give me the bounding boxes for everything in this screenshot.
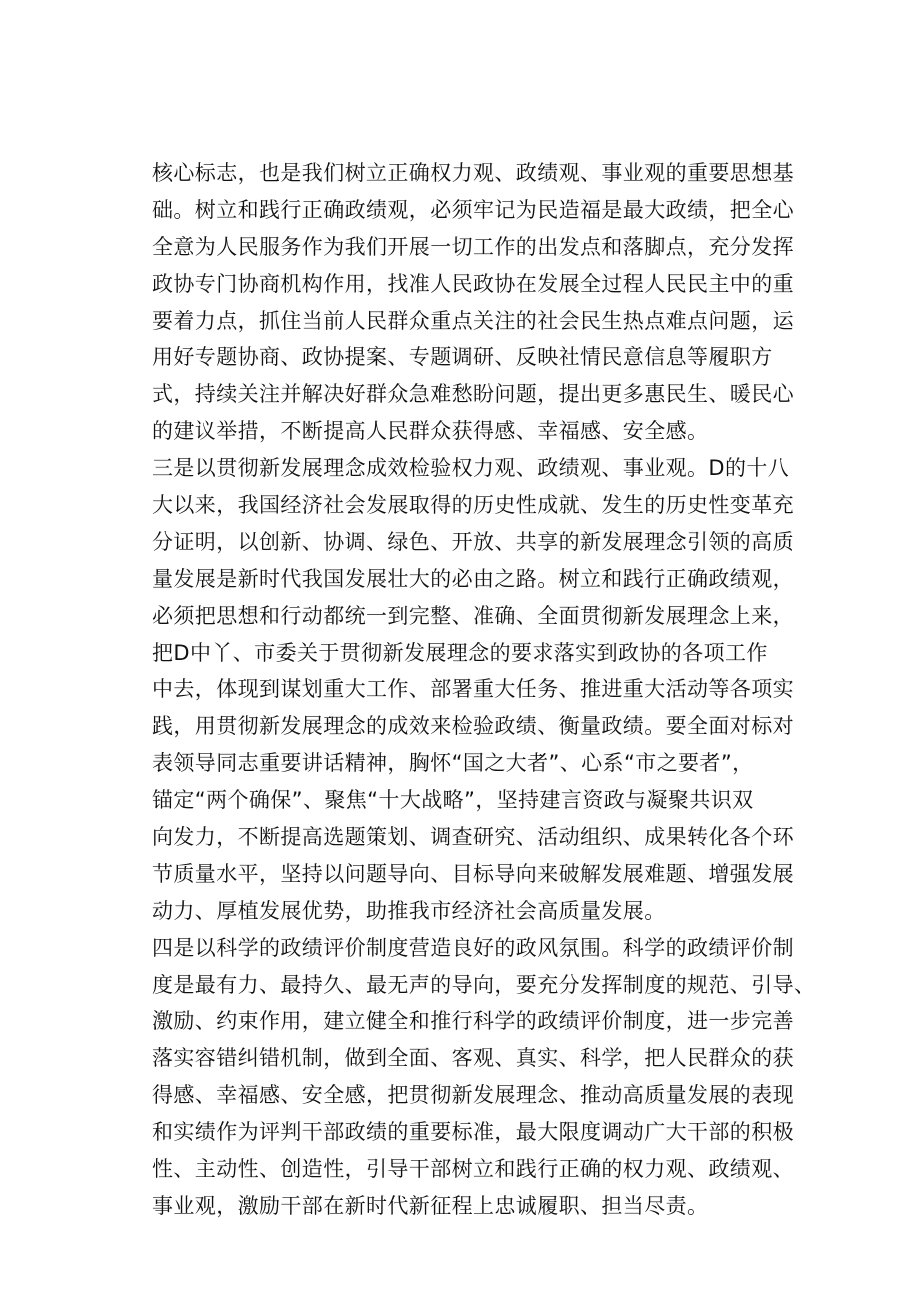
text-line: 要着力点，抓住当前人民群众重点关注的社会民生热点难点问题，运	[152, 308, 794, 333]
text-line: 落实容错纠错机制，做到全面、客观、真实、科学，把人民群众的获	[152, 1046, 794, 1071]
text-line: 激励、约束作用，建立健全和推行科学的政绩评价制度，进一步完善	[152, 1009, 794, 1034]
text-line: 和实绩作为评判干部政绩的重要标准，最大限度调动广大干部的积极	[152, 1120, 794, 1145]
text-line: 三是以贯彻新发展理念成效检验权力观、政绩观、事业观。D的十八	[152, 456, 790, 481]
text-line: 础。树立和践行正确政绩观，必须牢记为民造福是最大政绩，把全心	[152, 197, 794, 222]
body-text	[152, 155, 816, 1225]
text-line: 用好专题协商、政协提案、专题调研、反映社情民意信息等履职方	[152, 345, 773, 370]
text-line: 必须把思想和行动都统一到完整、准确、全面贯彻新发展理念上来，	[152, 603, 794, 628]
text-line: 动力、厚植发展优势，助推我市经济社会高质量发展。	[152, 898, 666, 923]
text-line: 得感、幸福感、安全感，把贯彻新发展理念、推动高质量发展的表现	[152, 1083, 794, 1108]
text-line: 分证明，以创新、协调、绿色、开放、共享的新发展理念引领的高质	[152, 529, 794, 554]
text-line: 的建议举措，不断提高人民群众获得感、幸福感、安全感。	[152, 419, 709, 444]
text-line: 中去，体现到谋划重大工作、部署重大任务、推进重大活动等各项实	[152, 677, 794, 702]
text-line: 全意为人民服务作为我们开展一切工作的出发点和落脚点，充分发挥	[152, 234, 794, 259]
text-line: 锚定“两个确保”、聚焦“十大战略”，坚持建言资政与凝聚共识双	[152, 788, 754, 813]
text-line: 核心标志，也是我们树立正确权力观、政绩观、事业观的重要思想基	[152, 161, 794, 185]
text-line: 表领导同志重要讲话精神，胸怀“国之大者”、心系“市之要者”，	[152, 751, 754, 776]
text-line: 大以来，我国经济社会发展取得的历史性成就、发生的历史性变革充	[152, 493, 794, 518]
text-line: 事业观，激励干部在新时代新征程上忠诚履职、担当尽责。	[152, 1193, 709, 1218]
text-line: 节质量水平，坚持以问题导向、目标导向来破解发展难题、增强发展	[152, 861, 794, 886]
text-line: 政协专门协商机构作用，找准人民政协在发展全过程人民民主中的重	[152, 271, 794, 296]
text-line: 量发展是新时代我国发展壮大的必由之路。树立和践行正确政绩观，	[152, 566, 794, 591]
text-line: 式，持续关注并解决好群众急难愁盼问题，提出更多惠民生、暖民心	[152, 382, 794, 407]
text-line: 向发力，不断提高选题策划、调查研究、活动组织、成果转化各个环	[152, 825, 794, 850]
text-line: 四是以科学的政绩评价制度营造良好的政风氛围。科学的政绩评价制	[152, 935, 794, 960]
text-line: 践，用贯彻新发展理念的成效来检验政绩、衡量政绩。要全面对标对	[152, 714, 794, 739]
text-line: 把D中丫、市委关于贯彻新发展理念的要求落实到政协的各项工作	[152, 640, 768, 665]
text-line: 度是最有力、最持久、最无声的导向，要充分发挥制度的规范、引导、	[152, 972, 816, 997]
text-line: 性、主动性、创造性，引导干部树立和践行正确的权力观、政绩观、	[152, 1157, 794, 1182]
